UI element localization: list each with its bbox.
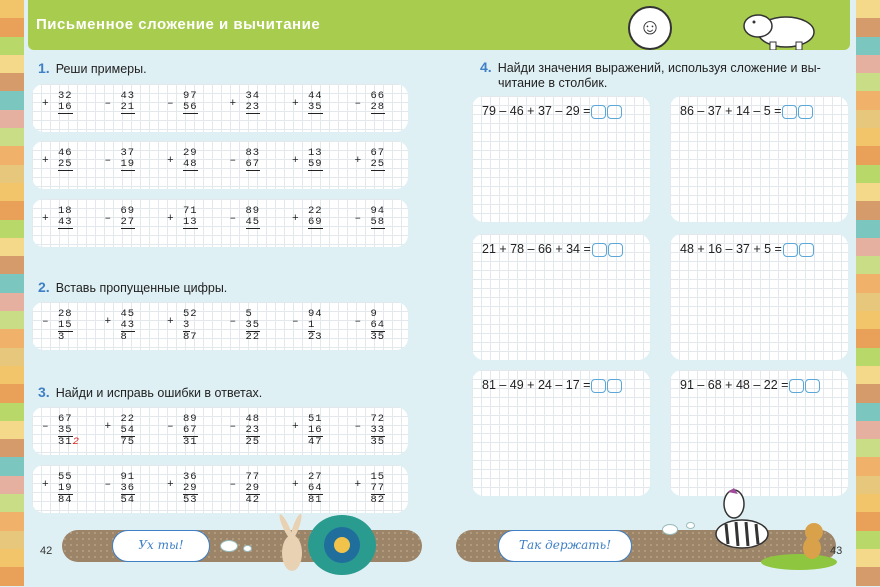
operand-top: 32 (58, 90, 73, 102)
operand-bottom: 59 (308, 158, 323, 170)
stripe (0, 183, 24, 201)
task1-heading (38, 60, 147, 76)
operand-bottom: 64 (370, 319, 386, 331)
task2-text: Вставь пропущенные цифры. (55, 281, 228, 295)
stripe (856, 549, 880, 567)
operand-top: 18 (58, 205, 73, 217)
expression: 79 – 46 + 37 – 29 = (482, 104, 622, 119)
stripe (0, 201, 24, 219)
zebra-monkey-illustration-icon (704, 486, 844, 570)
hippo-icon (740, 8, 820, 50)
operand-bottom: 45 (245, 216, 261, 228)
operand-top: 9 (370, 308, 378, 320)
operand-top: 69 (120, 205, 136, 217)
stripe (856, 256, 880, 274)
operation-sign: – (104, 155, 112, 167)
operand-bottom: 67 (183, 424, 198, 436)
expression: 48 + 16 – 37 + 5 = (680, 242, 814, 257)
task1-number: 1. (38, 60, 50, 76)
stripe (856, 18, 880, 36)
task4-text-line1: Найди значения выражений, используя сложение и вы- (497, 61, 821, 75)
stripe (0, 439, 24, 457)
page-number-left: 42 (40, 545, 53, 557)
stripe (856, 91, 880, 109)
stripe (856, 201, 880, 219)
operand-bottom: 21 (120, 101, 136, 113)
stripe (0, 274, 24, 292)
answer: 3 (58, 331, 66, 343)
answer: 23 (308, 331, 323, 343)
operation-sign: + (292, 421, 299, 433)
operation-sign: – (104, 98, 112, 110)
expression: 91 – 68 + 48 – 22 = (680, 378, 820, 393)
speech-bubble-left: Ух ты! (112, 530, 210, 562)
operand-top: 34 (245, 90, 261, 102)
right-stripe-border (856, 0, 880, 587)
answer-box-units[interactable] (607, 105, 622, 119)
operation-sign: – (292, 316, 299, 328)
operand-top: 89 (183, 413, 198, 425)
answer: 53 (183, 494, 198, 506)
operand-top: 94 (370, 205, 386, 217)
operand-top: 94 (308, 308, 323, 320)
answer-box-tens[interactable] (591, 379, 606, 393)
operation-sign: + (354, 479, 362, 491)
left-stripe-border (0, 0, 24, 587)
task2-heading (38, 279, 227, 295)
operation-sign: – (104, 479, 112, 491)
operand-bottom: 43 (120, 319, 136, 331)
operation-sign: + (292, 155, 299, 167)
operation-sign: + (167, 479, 174, 491)
stripe (0, 366, 24, 384)
operand-bottom: 28 (370, 101, 386, 113)
task3-row-1 (32, 407, 408, 455)
operation-sign: – (104, 213, 112, 225)
expression: 86 – 37 + 14 – 5 = (680, 104, 813, 119)
operation-sign: + (167, 316, 174, 328)
stripe (856, 274, 880, 292)
stripe (856, 73, 880, 91)
stripe (856, 293, 880, 311)
task2-row (32, 302, 408, 350)
operation-sign: + (292, 98, 299, 110)
face-drawing-icon: ☺ (628, 6, 672, 50)
stripe (856, 494, 880, 512)
answer: 35 (370, 436, 386, 448)
operand-bottom: 77 (370, 482, 386, 494)
answer-box-units[interactable] (798, 105, 813, 119)
speech-bubble-right: Так держать! (498, 530, 632, 562)
operation-sign: – (229, 479, 237, 491)
stripe (856, 55, 880, 73)
stripe (0, 567, 24, 585)
operand-top: 46 (58, 147, 73, 159)
stripe (0, 421, 24, 439)
operation-sign: + (292, 479, 299, 491)
operand-top: 29 (183, 147, 198, 159)
answer: 31 (183, 436, 198, 448)
stripe (0, 0, 24, 18)
answer: 75 (120, 436, 136, 448)
operand-top: 44 (308, 90, 323, 102)
answer: 54 (120, 494, 136, 506)
operation-sign: – (354, 98, 362, 110)
operand-top: 28 (58, 308, 73, 320)
operand-bottom: 35 (245, 319, 261, 331)
operand-bottom: 25 (58, 158, 73, 170)
stripe (856, 457, 880, 475)
stripe (856, 421, 880, 439)
operation-sign: + (167, 213, 174, 225)
stripe (0, 403, 24, 421)
stripe (856, 146, 880, 164)
operation-sign: – (229, 316, 237, 328)
operand-top: 22 (308, 205, 323, 217)
stripe (856, 531, 880, 549)
operand-top: 43 (120, 90, 136, 102)
answer-box-tens[interactable] (591, 105, 606, 119)
task1-row-3 (32, 199, 408, 247)
expression-card (670, 370, 848, 496)
operand-bottom: 67 (245, 158, 261, 170)
stripe (856, 37, 880, 55)
stripe (0, 18, 24, 36)
thought-dot (662, 524, 678, 535)
stripe (856, 0, 880, 18)
stripe (0, 220, 24, 238)
answer-box-tens[interactable] (592, 243, 607, 257)
stripe (856, 165, 880, 183)
operand-bottom: 13 (183, 216, 198, 228)
stripe (856, 348, 880, 366)
stripe (0, 494, 24, 512)
answer: 8 (120, 331, 128, 343)
operation-sign: – (354, 421, 362, 433)
correction-mark: 2 (72, 436, 80, 448)
operation-sign: – (229, 155, 237, 167)
rabbit-peacock-illustration-icon (262, 505, 382, 583)
stripe (0, 73, 24, 91)
operand-bottom: 48 (183, 158, 198, 170)
task3-number: 3. (38, 384, 50, 400)
answer: 87 (183, 331, 198, 343)
operand-top: 36 (183, 471, 198, 483)
operand-top: 97 (183, 90, 198, 102)
stripe (856, 476, 880, 494)
page-number-right: 43 (830, 545, 843, 557)
operand-bottom: 36 (120, 482, 136, 494)
stripe (856, 183, 880, 201)
operand-top: 66 (370, 90, 386, 102)
stripe (0, 128, 24, 146)
operand-bottom: 69 (308, 216, 323, 228)
operand-bottom: 25 (370, 158, 386, 170)
answer-box-units[interactable] (607, 379, 622, 393)
operand-bottom: 19 (58, 482, 73, 494)
expression-card (472, 234, 650, 360)
operation-sign: + (104, 316, 112, 328)
operand-bottom: 54 (120, 424, 136, 436)
stripe (856, 366, 880, 384)
operand-bottom: 23 (245, 101, 261, 113)
operation-sign: – (42, 421, 49, 433)
operand-top: 37 (120, 147, 136, 159)
operation-sign: + (42, 479, 49, 491)
expression-card (472, 96, 650, 222)
page-title: Письменное сложение и вычитание (36, 16, 321, 33)
answer-box-units[interactable] (608, 243, 623, 257)
operation-sign: – (42, 316, 49, 328)
operand-top: 52 (183, 308, 198, 320)
operand-bottom: 43 (58, 216, 73, 228)
operation-sign: + (42, 98, 49, 110)
operand-top: 45 (120, 308, 136, 320)
operand-top: 67 (58, 413, 73, 425)
operand-bottom: 29 (183, 482, 198, 494)
operation-sign: – (354, 213, 362, 225)
stripe (0, 256, 24, 274)
task2-number: 2. (38, 279, 50, 295)
operand-bottom: 35 (58, 424, 73, 436)
stripe (856, 403, 880, 421)
task3-heading (38, 384, 262, 400)
operand-top: 5 (245, 308, 253, 320)
operand-top: 48 (245, 413, 261, 425)
operand-top: 15 (370, 471, 386, 483)
operand-bottom: 27 (120, 216, 136, 228)
answer: 312 (58, 436, 80, 448)
stripe (856, 110, 880, 128)
stripe (0, 55, 24, 73)
page-header (28, 0, 850, 50)
operation-sign: + (292, 213, 299, 225)
answer-box-tens[interactable] (782, 105, 797, 119)
stripe (0, 512, 24, 530)
expression: 81 – 49 + 24 – 17 = (482, 378, 622, 393)
answer: 82 (370, 494, 386, 506)
stripe (0, 549, 24, 567)
stripe (856, 128, 880, 146)
operand-bottom: 15 (58, 319, 73, 331)
operand-bottom: 16 (58, 101, 73, 113)
operation-sign: + (42, 155, 49, 167)
stripe (856, 439, 880, 457)
operand-bottom: 64 (308, 482, 323, 494)
answer: 84 (58, 494, 73, 506)
stripe (0, 311, 24, 329)
operation-sign: – (167, 421, 174, 433)
expression-card (472, 370, 650, 496)
operand-bottom: 56 (183, 101, 198, 113)
expression-card (670, 234, 848, 360)
stripe (0, 457, 24, 475)
operand-top: 72 (370, 413, 386, 425)
task3-text: Найди и исправь ошибки в ответах. (55, 386, 263, 400)
expression-card (670, 96, 848, 222)
answer-box-tens[interactable] (783, 243, 798, 257)
answer: 22 (245, 331, 261, 343)
operand-top: 55 (58, 471, 73, 483)
operation-sign: – (354, 316, 362, 328)
stripe (0, 238, 24, 256)
answer-box-units[interactable] (799, 243, 814, 257)
operation-sign: + (167, 155, 174, 167)
operand-bottom: 29 (245, 482, 261, 494)
stripe (856, 329, 880, 347)
stripe (856, 567, 880, 585)
operand-top: 77 (245, 471, 261, 483)
stripe (0, 384, 24, 402)
stripe (0, 37, 24, 55)
operation-sign: – (229, 213, 237, 225)
task1-text: Реши примеры. (55, 62, 147, 76)
operand-bottom: 16 (308, 424, 323, 436)
stripe (0, 531, 24, 549)
stripe (0, 348, 24, 366)
answer: 25 (245, 436, 261, 448)
stripe (0, 293, 24, 311)
operand-bottom: 23 (245, 424, 261, 436)
stripe (856, 238, 880, 256)
operand-top: 27 (308, 471, 323, 483)
thought-dot (243, 545, 252, 552)
operation-sign: + (229, 98, 237, 110)
thought-dot (686, 522, 695, 529)
operand-top: 89 (245, 205, 261, 217)
stripe (856, 384, 880, 402)
operation-sign: – (229, 421, 237, 433)
answer-box-tens[interactable] (789, 379, 804, 393)
stripe (856, 220, 880, 238)
operand-top: 22 (120, 413, 136, 425)
task4-text-line2: читание в столбик. (498, 76, 608, 90)
operand-bottom: 35 (308, 101, 323, 113)
operand-bottom: 1 (308, 319, 316, 331)
operand-top: 51 (308, 413, 323, 425)
answer: 35 (370, 331, 386, 343)
operand-top: 67 (370, 147, 386, 159)
task4-heading (480, 60, 840, 91)
expression: 21 + 78 – 66 + 34 = (482, 242, 623, 257)
operation-sign: + (42, 213, 49, 225)
answer: 47 (308, 436, 323, 448)
task1-row-2 (32, 141, 408, 189)
answer: 42 (245, 494, 261, 506)
answer-box-units[interactable] (805, 379, 820, 393)
operand-top: 91 (120, 471, 136, 483)
operand-bottom: 33 (370, 424, 386, 436)
stripe (0, 91, 24, 109)
operation-sign: – (167, 98, 174, 110)
stripe (856, 512, 880, 530)
stripe (0, 110, 24, 128)
stripe (0, 146, 24, 164)
operand-bottom: 58 (370, 216, 386, 228)
operand-bottom: 3 (183, 319, 191, 331)
task1-row-1 (32, 84, 408, 132)
stripe (856, 311, 880, 329)
thought-dot (220, 540, 238, 552)
operand-top: 71 (183, 205, 198, 217)
operation-sign: + (354, 155, 362, 167)
operand-top: 13 (308, 147, 323, 159)
task4-number: 4. (480, 59, 492, 75)
operation-sign: + (104, 421, 112, 433)
stripe (0, 165, 24, 183)
operand-bottom: 19 (120, 158, 136, 170)
operand-top: 83 (245, 147, 261, 159)
stripe (0, 476, 24, 494)
stripe (0, 329, 24, 347)
answer: 81 (308, 494, 323, 506)
